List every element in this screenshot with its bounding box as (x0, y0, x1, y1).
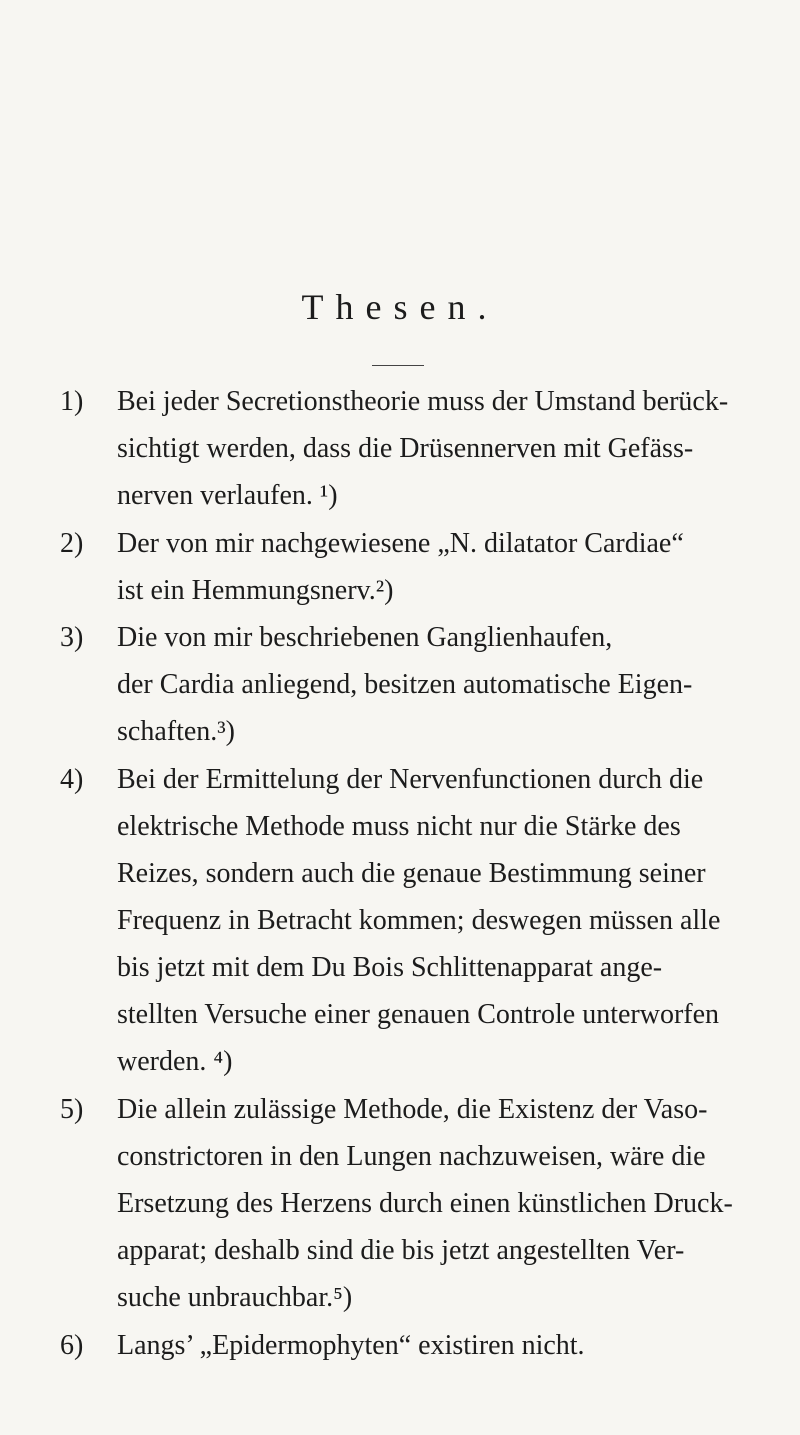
thesis-line: ist ein Hemmungsnerv.²) (117, 575, 394, 606)
thesis-line: Der von mir nachgewiesene „N. dilatator Cardiae“ (117, 528, 684, 559)
thesis-number: 4) (60, 764, 84, 795)
thesis-line: apparat; deshalb sind die bis jetzt angestellten Ver- (117, 1235, 685, 1266)
thesis-line: Bei jeder Secretionstheorie muss der Umstand berück- (117, 386, 729, 417)
thesis-line: nerven verlaufen. ¹) (117, 480, 338, 511)
thesis-line: stellten Versuche einer genauen Controle unterworfen (117, 999, 720, 1030)
page-title: Thesen. (301, 287, 499, 327)
title-rule (372, 365, 424, 366)
thesis-line: schaften.³) (117, 716, 236, 747)
thesis-line: Die von mir beschriebenen Ganglienhaufen, (117, 622, 613, 653)
thesis-line: Langs’ „Epidermophyten“ existiren nicht. (117, 1330, 585, 1361)
thesis-line: bis jetzt mit dem Du Bois Schlittenapparat ange- (117, 952, 663, 983)
thesis-number: 5) (60, 1094, 84, 1125)
thesis-line: der Cardia anliegend, besitzen automatische Eigen- (117, 669, 693, 700)
thesis-line: suche unbrauchbar.⁵) (117, 1282, 353, 1313)
thesis-line: Frequenz in Betracht kommen; deswegen müssen alle (117, 905, 721, 936)
thesis-line: sichtigt werden, dass die Drüsennerven mit Gefäss- (117, 433, 694, 464)
thesis-number: 6) (60, 1330, 84, 1361)
thesis-line: werden. ⁴) (117, 1046, 233, 1077)
thesis-line: Ersetzung des Herzens durch einen künstlichen Druck- (117, 1188, 733, 1219)
thesis-number: 1) (60, 386, 84, 417)
thesis-line: elektrische Methode muss nicht nur die Stärke des (117, 811, 681, 842)
thesis-line: Reizes, sondern auch die genaue Bestimmung seiner (117, 858, 706, 889)
thesis-number: 2) (60, 528, 84, 559)
thesis-line: constrictoren in den Lungen nachzuweisen, wäre die (117, 1141, 706, 1172)
thesis-number: 3) (60, 622, 84, 653)
thesis-line: Bei der Ermittelung der Nervenfunctionen durch die (117, 764, 704, 795)
thesis-line: Die allein zulässige Methode, die Existenz der Vaso- (117, 1094, 708, 1125)
